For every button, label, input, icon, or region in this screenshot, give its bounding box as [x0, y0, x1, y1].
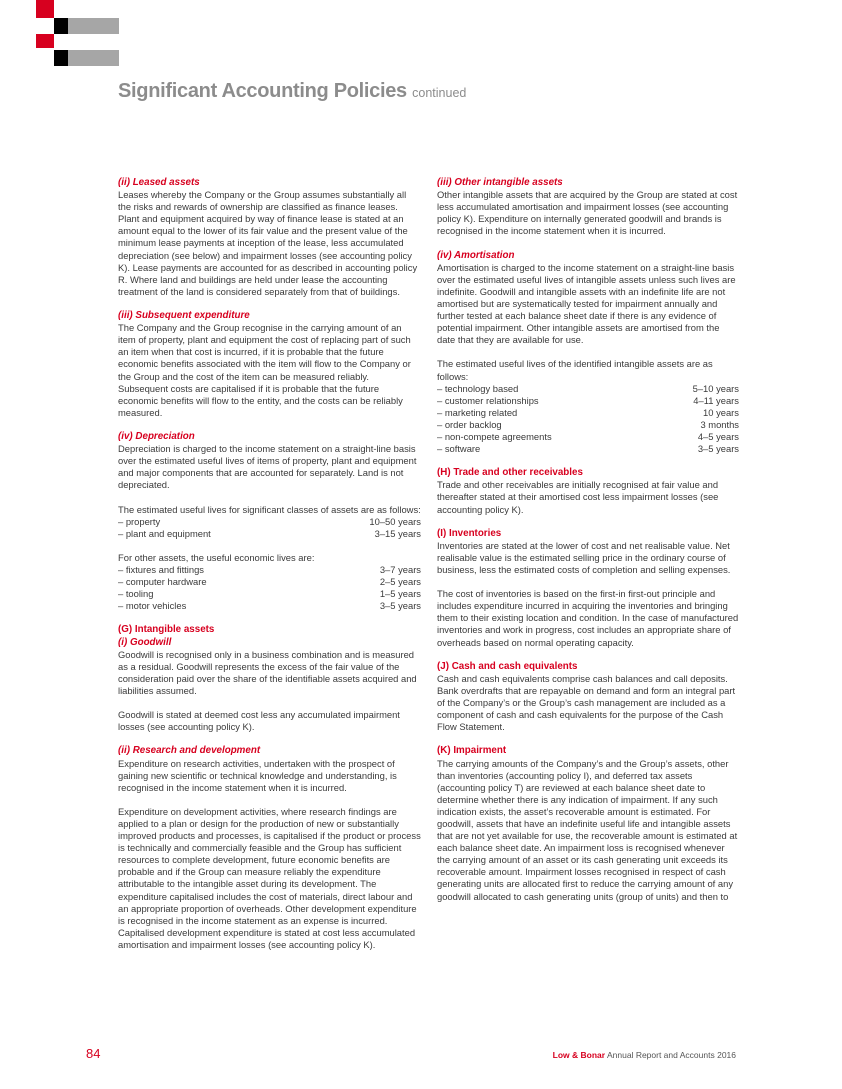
useful-life-row: – computer hardware 2–5 years: [118, 576, 421, 588]
useful-life-row: – software 3–5 years: [437, 443, 739, 455]
depreciation-heading: (iv) Depreciation: [118, 430, 195, 442]
logo-grey-bar-bottom: [68, 50, 119, 66]
logo-black-block-bottom: [54, 50, 68, 66]
subsequent-expenditure-text: The Company and the Group recognise in the carrying amount of an item of property, plant and equipment the cost of replacing part of such an item when that cost is incurred, if it is probable that the future economic benefits associated with the item will flow to the Company or the Group and the cost of the item can be measured reliably. Subsequent costs are capitalised if it is probable that the future economic benefits will flow to the entity, and the costs can be reliably measured.: [118, 322, 411, 418]
useful-lives-intro: The estimated useful lives for significant classes of assets are as follows:: [118, 503, 421, 515]
useful-life-row: – technology based 5–10 years: [437, 382, 739, 394]
useful-life-row: – tooling 1–5 years: [118, 588, 421, 600]
inventories-text: Inventories are stated at the lower of cost and net realisable value. Net realisable value is the estimated selling price in the ordinary course of business, less the estimated costs of completion and selling expenses.: [437, 539, 731, 575]
subsequent-expenditure-heading: (iii) Subsequent expenditure: [118, 310, 250, 322]
receivables-text: Trade and other receivables are initially recognised at fair value and thereafter stated at their amortised cost less impairment losses (see accounting policy K).: [437, 479, 719, 515]
inventories-heading: (I) Inventories: [437, 527, 502, 539]
page-title-continued: continued: [412, 86, 467, 100]
logo-red-block-top: [36, 0, 54, 18]
left-column: [118, 177, 421, 951]
useful-life-row: – plant and equipment 3–15 years: [118, 527, 421, 539]
impairment-text: The carrying amounts of the Company’s and the Group’s assets, other than inventories (accounting policy I), and deferred tax assets (accounting policy T) are reviewed at each balance sheet date to determine whether there is any indication of impairment. If any such indication exists, the asset’s recoverable amount is estimated. For goodwill, assets that have an indefinite useful life and intangible assets that are not yet available for use, the recoverable amount is estimated at each balance sheet date. An impairment loss is recognised whenever the carrying amount of an asset or its cash generating unit exceeds its recoverable amount. Impairment losses recognised in respect of cash generating units are allocated first to reduce the carrying amount of any goodwill allocated to cash generating units (group of units) and then to: [437, 757, 738, 902]
useful-life-row: – order backlog 3 months: [437, 418, 739, 430]
other-intangible-heading: (iii) Other intangible assets: [437, 177, 563, 188]
page-title: [118, 80, 466, 103]
useful-life-row: – motor vehicles 3–5 years: [118, 600, 421, 612]
useful-life-row: – customer relationships 4–11 years: [437, 394, 739, 406]
goodwill-text: Goodwill is recognised only in a business combination and is measured as a residual. Goodwill represents the excess of the fair value of the consideration paid over the share of the identifiable assets acquired and liabilities assumed.: [118, 648, 417, 696]
useful-life-row: – property 10–50 years: [118, 515, 421, 527]
page-title-text: Significant Accounting Policies: [118, 80, 407, 102]
receivables-heading: (H) Trade and other receivables: [437, 467, 583, 479]
useful-life-row: – marketing related 10 years: [437, 406, 739, 418]
useful-life-row: – fixtures and fittings 3–7 years: [118, 564, 421, 575]
goodwill-text-2: Goodwill is stated at deemed cost less any accumulated impairment losses (see accounting policy K).: [118, 709, 400, 733]
useful-life-row: – non-compete agreements 4–5 years: [437, 430, 739, 442]
cash-text: Cash and cash equivalents comprise cash balances and call deposits. Bank overdrafts that are repayable on demand and form an integral part of the Company’s or the Group’s cash management are included as a component of cash and cash equivalents for the purpose of the Cash Flow Statement.: [437, 672, 736, 733]
development-text: Expenditure on development activities, where research findings are applied to a plan or design for the production of new or substantially improved products and processes, is capitalised if the product or process is technically and commercially feasible and the Group has sufficient resources to complete development, future economic benefits are probable and if the Group can measure reliably the expenditure attributable to the intangible asset during its development. The expenditure capitalised includes the cost of materials, direct labour and an appropriate proportion of overheads. Other development expenditure is recognised in the income statement as an expense is incurred. Capitalised development expenditure is stated at cost less accumulated amortisation and impairment losses (see accounting policy K).: [118, 805, 421, 950]
impairment-heading: (K) Impairment: [437, 745, 507, 757]
logo-red-block-bottom: [36, 34, 54, 48]
amortisation-heading: (iv) Amortisation: [437, 249, 515, 261]
footer-report: Annual Report and Accounts 2016: [606, 1050, 736, 1060]
logo-black-block-top: [54, 18, 68, 34]
amortisation-text: Amortisation is charged to the income statement on a straight-line basis over the estimated useful lives of intangible assets unless such lives are indefinite. Goodwill and intangible assets with an indefinite life are not amortised but are systematically tested for impairment annually and further tested at each balance sheet date if there is any evidence of potential impairment. Other intangible assets are amortised from the date that they are available for use.: [437, 261, 736, 346]
inventories-text-2: The cost of inventories is based on the first-in first-out principle and includes expenditure incurred in acquiring the inventories and bringing them to their existing location and condition. In the case of manufactured inventories and work in progress, cost includes an appropriate share of overheads based on normal operating capacity.: [437, 588, 739, 648]
cash-heading: (J) Cash and cash equivalents: [437, 660, 578, 672]
goodwill-heading: (i) Goodwill: [118, 636, 172, 648]
right-column: [437, 177, 739, 903]
other-intangible-text: Other intangible assets that are acquired by the Group are stated at cost less accumulated amortisation and impairment losses (see accounting policy K). Expenditure on internally generated goodwill and brands is recognised in the income statement when it is incurred.: [437, 189, 738, 237]
footer-report-title: [553, 1050, 736, 1060]
footer-brand: Low & Bonar: [552, 1050, 606, 1060]
depreciation-text: Depreciation is charged to the income statement on a straight-line basis over the estimated useful lives of items of property, plant and equipment and major components that are accounted for separately. Land is not depreciated.: [118, 443, 417, 491]
logo-grey-bar-top: [68, 18, 119, 34]
other-assets-intro: For other assets, the useful economic lives are:: [118, 551, 315, 563]
amortisation-lives-intro: The estimated useful lives of the identified intangible assets are as follows:: [437, 358, 713, 382]
leased-assets-text: Leases whereby the Company or the Group assumes substantially all the risks and rewards of ownership are classified as finance leases. Plant and equipment acquired by way of finance lease is stated at an amount equal to the lower of its fair value and the present value of the minimum lease payments at inception of the lease, less accumulated depreciation (see below) and impairment losses (see accounting policy K). Lease payments are accounted for as described in accounting policy R. Where land and buildings are held under lease the accounting treatment of the land is considered separately from that of buildings.: [118, 189, 418, 297]
research-text: Expenditure on research activities, undertaken with the prospect of gaining new scientific or technical knowledge and understanding, is recognised in the income statement when it is incurred.: [118, 757, 397, 793]
leased-assets-heading: (ii) Leased assets: [118, 177, 200, 188]
research-development-heading: (ii) Research and development: [118, 745, 261, 757]
page-number: 84: [86, 1046, 101, 1061]
intangible-assets-heading: (G) Intangible assets: [118, 624, 215, 636]
